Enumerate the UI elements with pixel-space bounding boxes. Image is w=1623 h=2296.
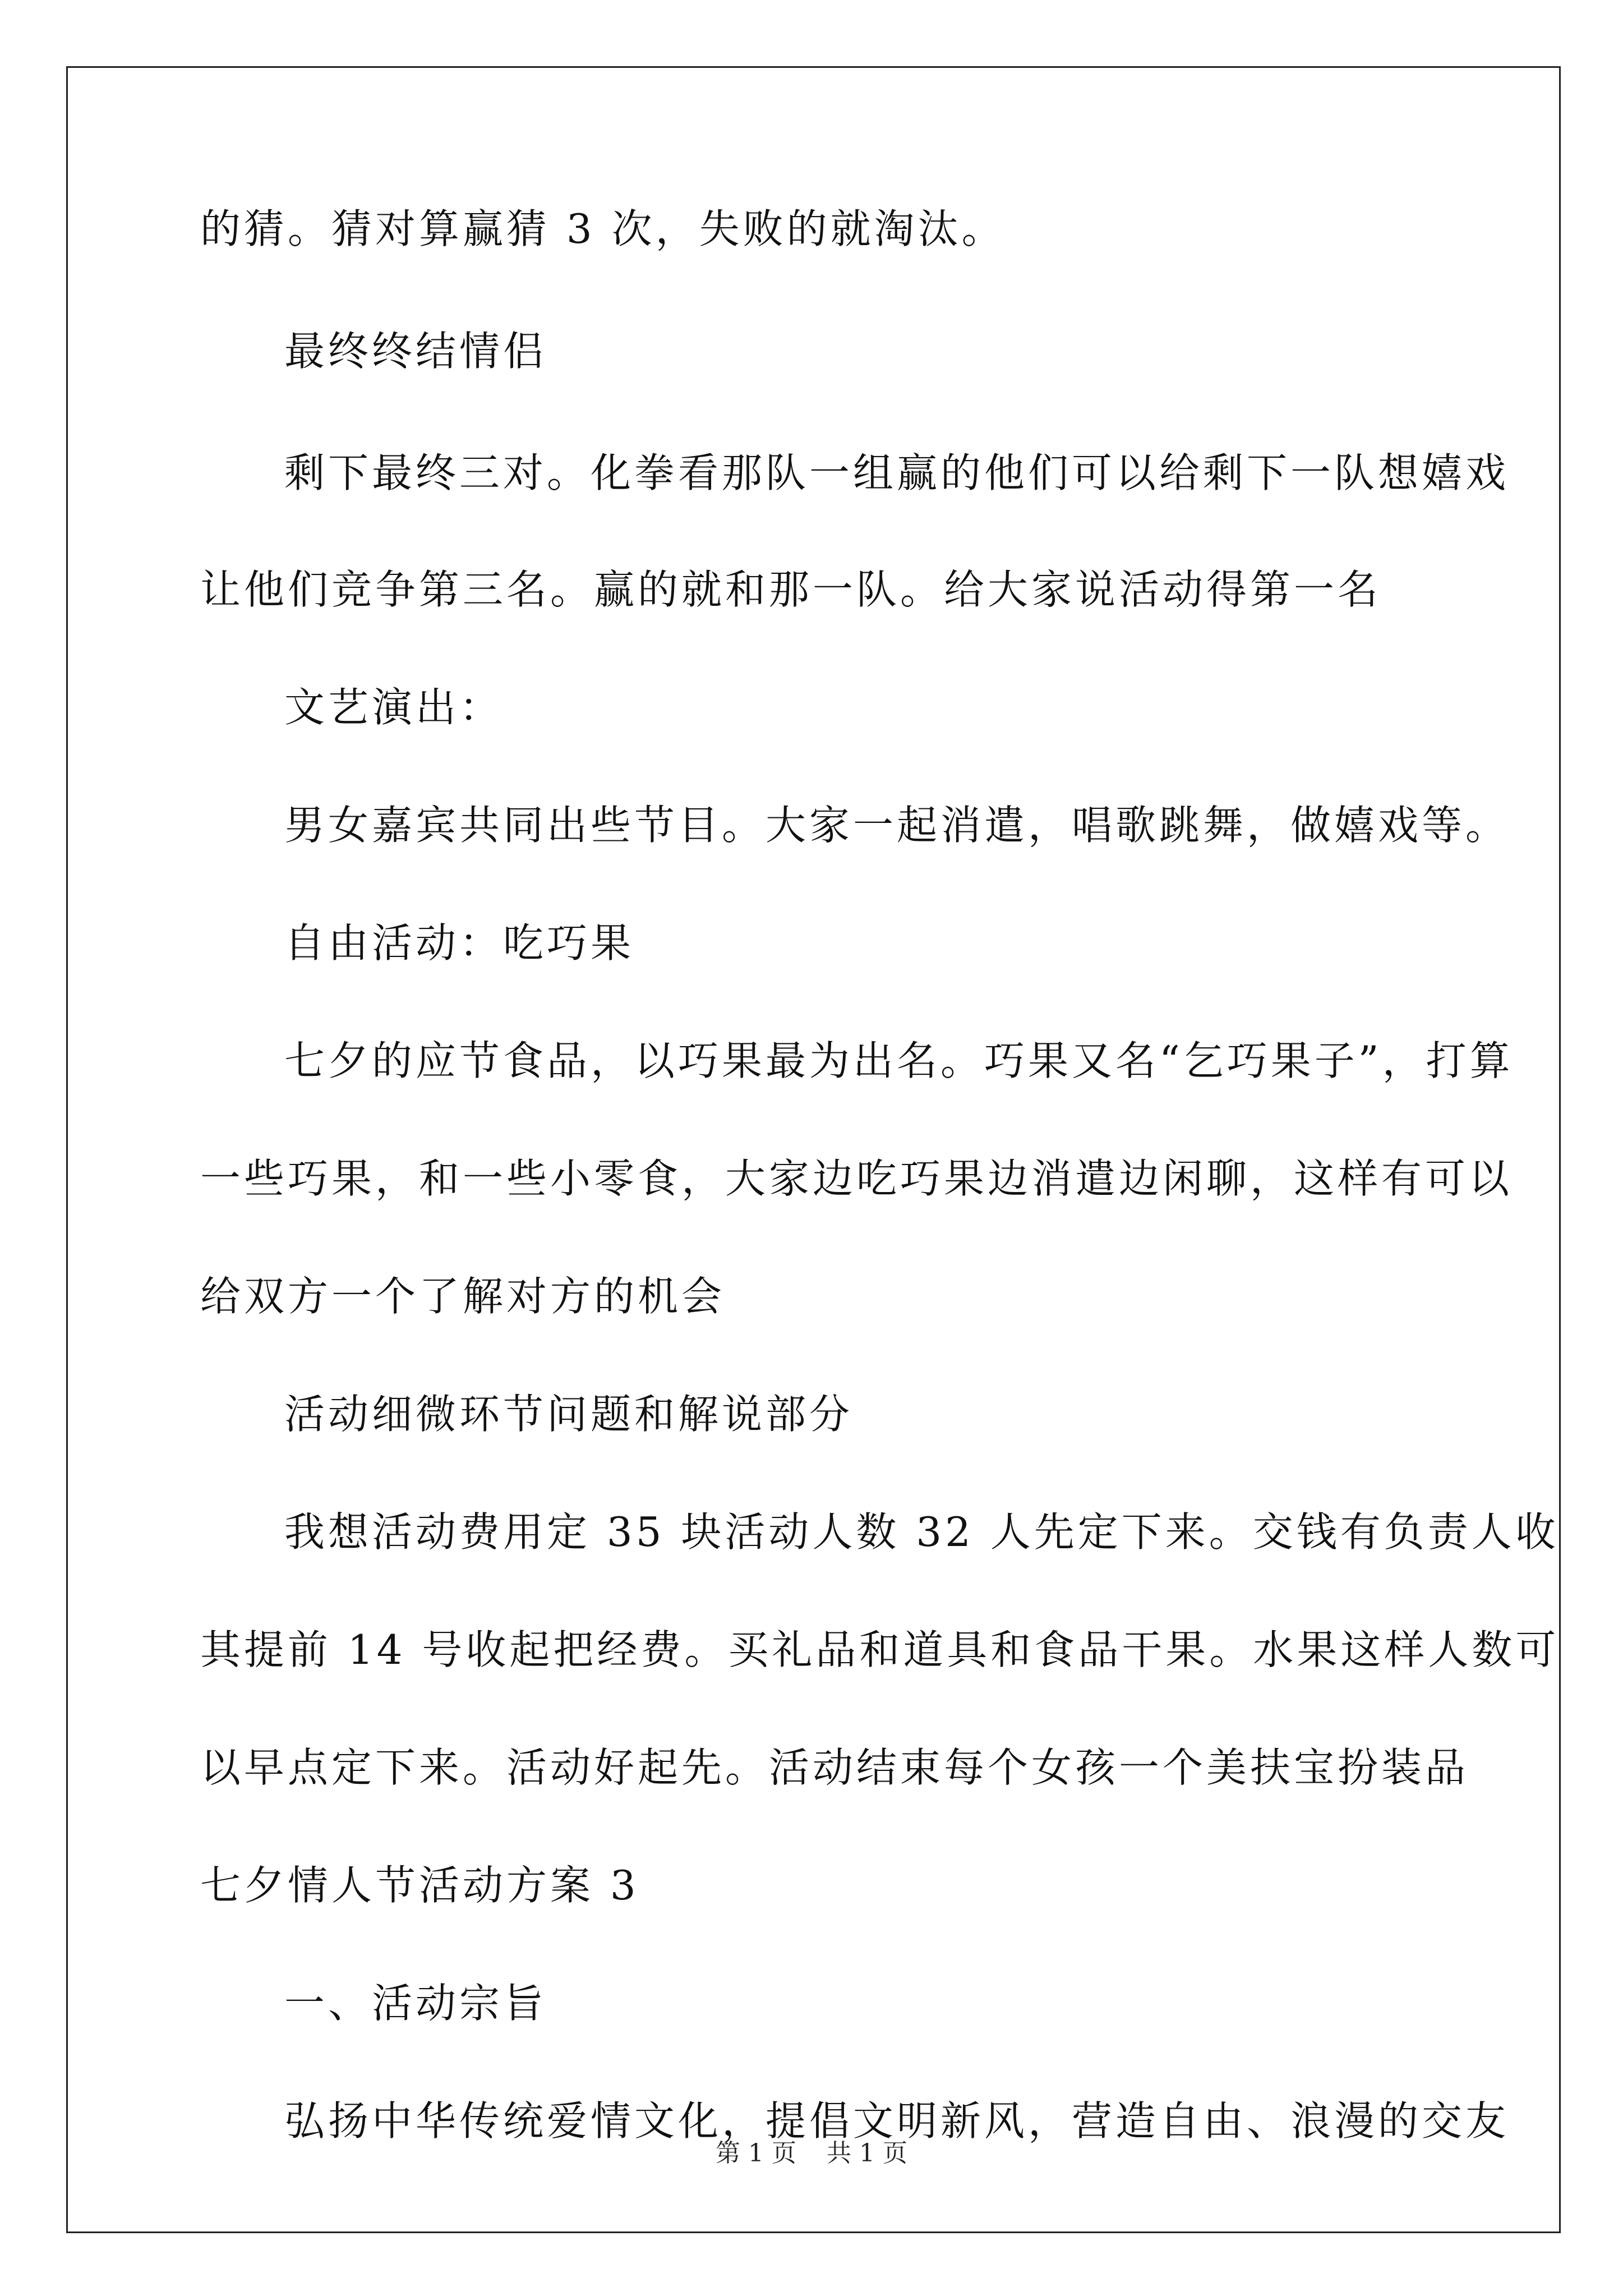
page-number: 第 1 页	[716, 2139, 796, 2168]
section-heading: 最终终结情侣	[284, 328, 547, 375]
text-line: 一些巧果，和一些小零食，大家边吃巧果边消遣边闲聊，这样有可以	[200, 1155, 1513, 1202]
text-line: 男女嘉宾共同出些节目。大家一起消遣，唱歌跳舞，做嬉戏等。	[284, 802, 1510, 849]
page-total: 共 1 页	[827, 2139, 907, 2168]
page-footer	[0, 2133, 1623, 2169]
section-heading: 文艺演出：	[284, 684, 504, 731]
text-line: 七夕的应节食品，以巧果最为出名。巧果又名“乞巧果子”，打算	[284, 1037, 1514, 1084]
text-line: 其提前 14 号收起把经费。买礼品和道具和食品干果。水果这样人数可	[200, 1626, 1560, 1673]
text-line: 以早点定下来。活动好起先。活动结束每个女孩一个美扶宝扮装品	[200, 1744, 1469, 1791]
text-line: 我想活动费用定 35 块活动人数 32 人先定下来。交钱有负责人收	[284, 1508, 1559, 1556]
section-heading: 一、活动宗旨	[284, 1980, 547, 2027]
text-line: 弘扬中华传统爱情文化，提倡文明新风，营造自由、浪漫的交友	[284, 2097, 1510, 2145]
text-line: 给双方一个了解对方的机会	[200, 1273, 726, 1320]
text-line: 的猜。猜对算赢猜 3 次，失败的就淘汰。	[200, 205, 1006, 252]
section-heading: 活动细微环节问题和解说部分	[284, 1391, 854, 1438]
text-line: 剩下最终三对。化拳看那队一组赢的他们可以给剩下一队想嬉戏	[284, 449, 1510, 496]
text-line: 让他们竞争第三名。赢的就和那一队。给大家说活动得第一名	[200, 566, 1382, 613]
section-heading: 自由活动：吃巧果	[284, 919, 635, 967]
document-title: 七夕情人节活动方案 3	[200, 1862, 639, 1909]
